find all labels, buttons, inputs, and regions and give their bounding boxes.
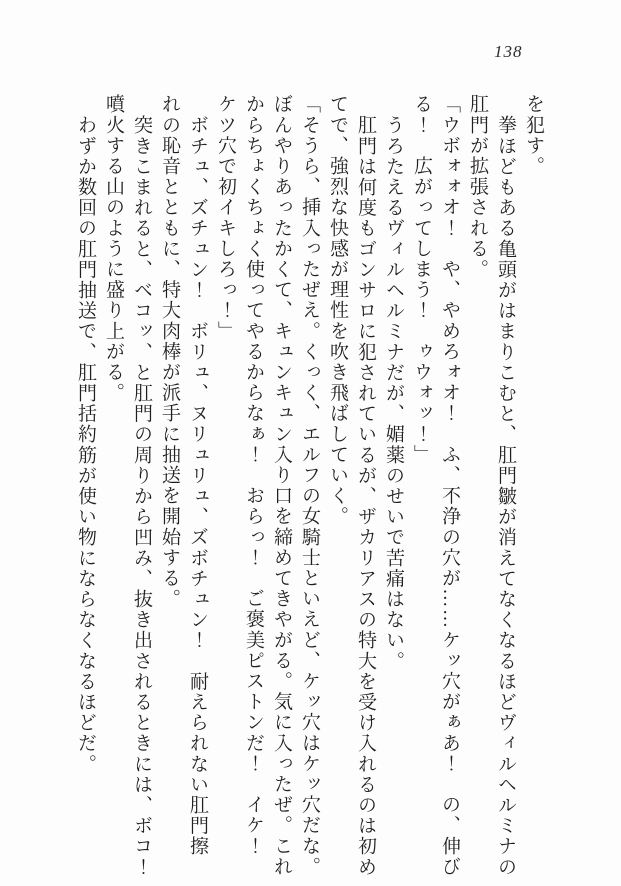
text-line: ケツ穴で初イキしろっ！」 xyxy=(215,94,236,342)
text-line: 「そうら、挿入ったぜえ。くっく、エルフの女騎士といえど、ケッ穴はケッ穴だな。 xyxy=(299,94,320,877)
text-line: ボチュ、ズチュン！ ボリュ、ヌリュリュ、ズボチュン！ 耐えられない肛門擦 xyxy=(187,115,208,857)
text-line: 拳ほどもある亀頭がはまりこむと、肛門皺が消えてなくなるほどヴィルヘルミナの xyxy=(495,115,516,878)
text-line: ぼんやりあったかくて、キュンキュン入り口を締めてきやがる。気に入ったぜ。これ xyxy=(271,94,292,877)
text-line: 肛門が拡張される。 xyxy=(467,94,488,280)
text-line: 突きこまれると、ベコッ、と肛門の周りから凹み、抜き出されるときには、ボコ！ xyxy=(131,115,152,878)
text-line: てで、強烈な快感が理性を吹き飛ばしていく。 xyxy=(327,94,348,527)
text-line: わずか数回の肛門抽送で、肛門括約筋が使い物にならなくなるほどだ。 xyxy=(75,115,96,775)
text-line: 「ウボォォオ！ や、やめろォオ！ ふ、不浄の穴が……ケッ穴がぁあ！ の、伸び xyxy=(439,94,460,877)
text-line: からちょくちょく使ってやるからなぁ！ おらっ！ ご褒美ピストンだ！ イケ！ xyxy=(243,94,264,857)
page-number: 138 xyxy=(494,42,523,61)
text-line: 噴火する山のように盛り上がる。 xyxy=(103,94,124,403)
text-line: を犯す。 xyxy=(523,94,544,177)
text-line: うろたえるヴィルヘルミナだが、媚薬のせいで苦痛はない。 xyxy=(383,115,404,672)
text-line: る！ 広がってしまう！ ゥウォッ！」 xyxy=(411,94,432,465)
text-line: 肛門は何度もゴンサロに犯されているが、ザカリアスの特大を受け入れるのは初め xyxy=(355,115,376,878)
text-line: れの恥音とともに、特大肉棒が派手に抽送を開始する。 xyxy=(159,94,180,609)
text-body xyxy=(71,94,547,878)
